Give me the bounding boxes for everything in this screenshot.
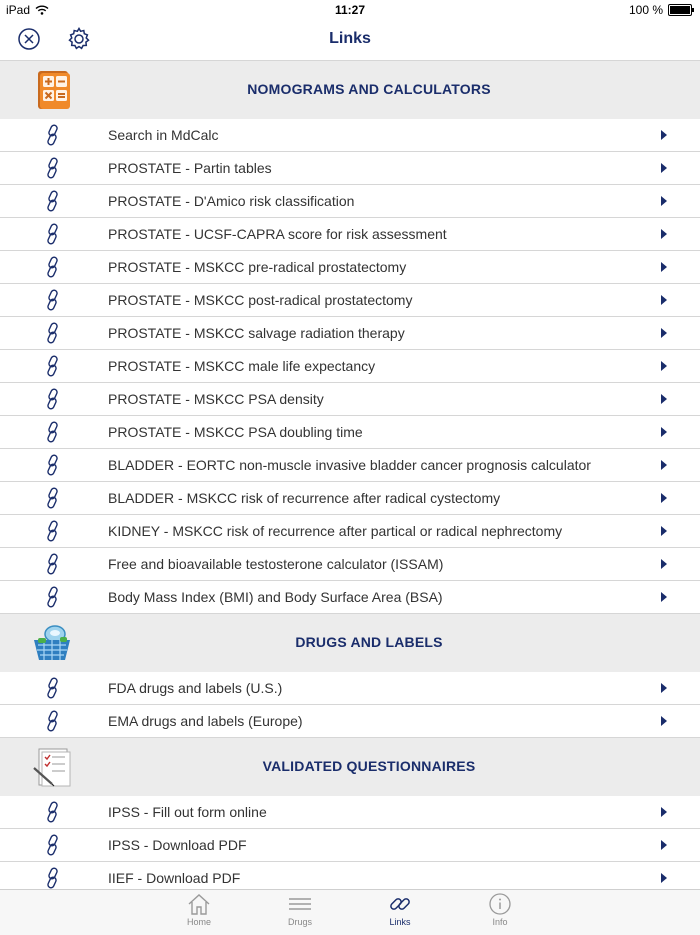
section-header-nomograms — [0, 61, 700, 119]
info-icon — [487, 892, 513, 916]
chevron-right-icon — [661, 130, 667, 140]
link-label: PROSTATE - D'Amico risk classification — [108, 193, 355, 209]
chevron-right-icon — [661, 262, 667, 272]
link-row[interactable] — [0, 152, 700, 185]
tab-bar — [0, 889, 700, 935]
tab-label: Home — [186, 917, 211, 927]
chevron-right-icon — [661, 394, 667, 404]
link-label: PROSTATE - MSKCC pre-radical prostatectomy — [108, 259, 407, 275]
home-icon — [186, 892, 212, 916]
navigation-bar — [0, 20, 700, 61]
chevron-right-icon — [661, 873, 667, 883]
status-bar — [0, 0, 700, 20]
chevron-right-icon — [661, 460, 667, 470]
link-label: PROSTATE - MSKCC post-radical prostatectomy — [108, 292, 413, 308]
link-icon — [43, 586, 65, 608]
list-icon — [287, 892, 313, 916]
link-row[interactable] — [0, 185, 700, 218]
link-label: IPSS - Download PDF — [108, 837, 247, 853]
section-rows-nomograms — [0, 119, 700, 614]
link-label: PROSTATE - MSKCC male life expectancy — [108, 358, 376, 374]
link-row[interactable] — [0, 416, 700, 449]
link-icon — [43, 124, 65, 146]
links-list — [0, 61, 700, 895]
link-row[interactable] — [0, 705, 700, 738]
link-label: BLADDER - MSKCC risk of recurrence after radical cystectomy — [108, 490, 501, 506]
chevron-right-icon — [661, 493, 667, 503]
chevron-right-icon — [661, 361, 667, 371]
chevron-right-icon — [661, 328, 667, 338]
link-icon — [43, 867, 65, 889]
link-label: BLADDER - EORTC non-muscle invasive bladder cancer prognosis calculator — [108, 457, 591, 473]
chevron-right-icon — [661, 559, 667, 569]
link-row[interactable] — [0, 218, 700, 251]
section-title: VALIDATED QUESTIONNAIRES — [262, 758, 476, 774]
section-rows-questionnaires — [0, 796, 700, 895]
link-icon — [43, 801, 65, 823]
link-row[interactable] — [0, 796, 700, 829]
link-icon — [43, 388, 65, 410]
battery-icon — [668, 4, 692, 16]
link-icon — [43, 553, 65, 575]
link-icon — [43, 256, 65, 278]
link-label: FDA drugs and labels (U.S.) — [108, 680, 283, 696]
link-label: PROSTATE - UCSF-CAPRA score for risk assessment — [108, 226, 447, 242]
link-icon — [43, 454, 65, 476]
chevron-right-icon — [661, 592, 667, 602]
link-row[interactable] — [0, 284, 700, 317]
chevron-right-icon — [661, 229, 667, 239]
link-label: PROSTATE - MSKCC salvage radiation therapy — [108, 325, 405, 341]
tab-links[interactable] — [365, 892, 435, 927]
link-label: Search in MdCalc — [108, 127, 219, 143]
device-name: iPad — [6, 3, 31, 17]
section-title: DRUGS AND LABELS — [295, 634, 443, 650]
link-row[interactable] — [0, 383, 700, 416]
chevron-right-icon — [661, 196, 667, 206]
chevron-right-icon — [661, 840, 667, 850]
chevron-right-icon — [661, 807, 667, 817]
tab-label: Drugs — [287, 917, 312, 927]
section-rows-drugs — [0, 672, 700, 738]
link-icon — [43, 322, 65, 344]
link-row[interactable] — [0, 548, 700, 581]
chevron-right-icon — [661, 163, 667, 173]
link-label: KIDNEY - MSKCC risk of recurrence after partical or radical nephrectomy — [108, 523, 563, 539]
link-label: IIEF - Download PDF — [108, 870, 241, 886]
tab-label: Info — [492, 917, 508, 927]
battery-percent: 100 % — [628, 3, 663, 17]
link-row[interactable] — [0, 119, 700, 152]
link-row[interactable] — [0, 581, 700, 614]
chevron-right-icon — [661, 526, 667, 536]
link-icon — [43, 223, 65, 245]
link-row[interactable] — [0, 482, 700, 515]
page-title: Links — [329, 30, 371, 47]
chevron-right-icon — [661, 295, 667, 305]
link-icon — [43, 834, 65, 856]
link-row[interactable] — [0, 672, 700, 705]
section-header-drugs — [0, 614, 700, 672]
tab-label: Links — [389, 917, 411, 927]
link-row[interactable] — [0, 317, 700, 350]
link-label: EMA drugs and labels (Europe) — [108, 713, 303, 729]
link-row[interactable] — [0, 829, 700, 862]
link-icon — [43, 487, 65, 509]
section-header-questionnaires — [0, 738, 700, 796]
link-icon — [43, 677, 65, 699]
link-icon — [43, 421, 65, 443]
tab-home[interactable] — [164, 892, 234, 927]
status-time: 11:27 — [334, 3, 366, 17]
link-label: PROSTATE - Partin tables — [108, 160, 272, 176]
link-icon — [43, 710, 65, 732]
link-label: PROSTATE - MSKCC PSA doubling time — [108, 424, 363, 440]
link-label: IPSS - Fill out form online — [108, 804, 267, 820]
link-row[interactable] — [0, 515, 700, 548]
chevron-right-icon — [661, 716, 667, 726]
link-row[interactable] — [0, 449, 700, 482]
link-label: Body Mass Index (BMI) and Body Surface Area (BSA) — [108, 589, 443, 605]
link-icon — [43, 355, 65, 377]
tab-info[interactable] — [465, 892, 535, 927]
link-icon — [43, 289, 65, 311]
chevron-right-icon — [661, 683, 667, 693]
link-row[interactable] — [0, 251, 700, 284]
link-label: Free and bioavailable testosterone calculator (ISSAM) — [108, 556, 444, 572]
tab-drugs[interactable] — [265, 892, 335, 927]
link-icon — [43, 157, 65, 179]
link-icon — [387, 892, 413, 916]
link-label: PROSTATE - MSKCC PSA density — [108, 391, 324, 407]
chevron-right-icon — [661, 427, 667, 437]
link-icon — [43, 190, 65, 212]
status-right — [629, 3, 692, 17]
link-row[interactable] — [0, 350, 700, 383]
link-icon — [43, 520, 65, 542]
section-title: NOMOGRAMS AND CALCULATORS — [247, 81, 491, 97]
